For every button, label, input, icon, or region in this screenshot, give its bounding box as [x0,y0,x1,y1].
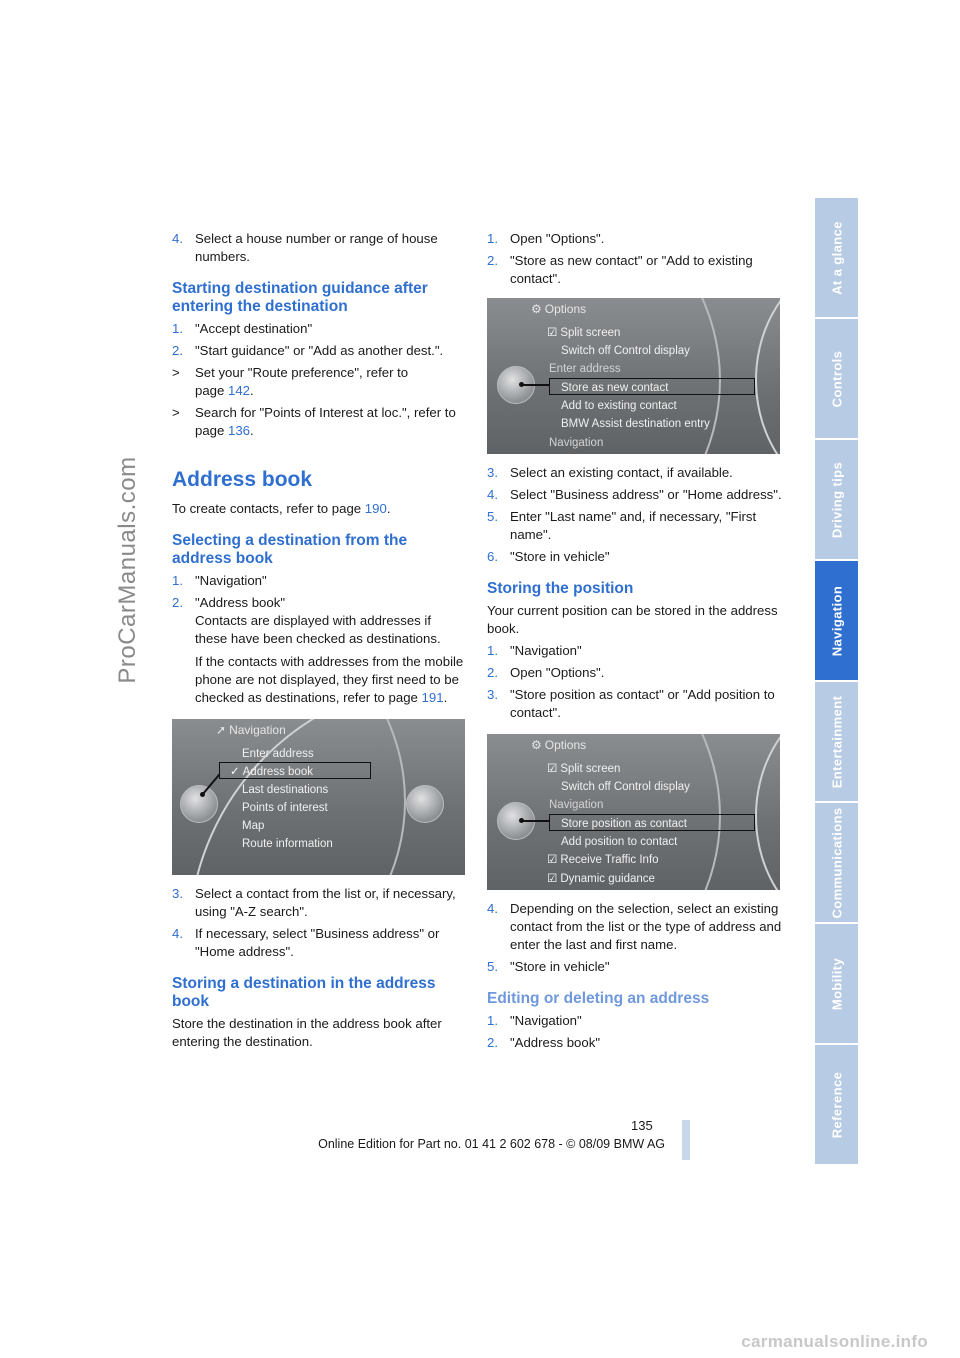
step-detail: Contacts are displayed with addresses if these have been checked as destinations. [195,613,441,646]
highlight-box [219,762,371,779]
screen-title-text: Options [544,738,587,752]
options-menu-screenshot-2 [487,734,780,890]
menu-item: Map [242,820,265,832]
bullet-points-of-interest: > Search for "Points of Interest at loc.", refer to page 136. [172,405,456,438]
step-edit-1 [487,1012,782,1030]
step-start-2 [172,342,465,360]
leader-line [521,384,549,386]
tab-mobility[interactable] [815,924,858,1045]
step-number: 2. [172,343,183,358]
navigation-menu-screenshot [172,719,465,875]
step-text: "Start guidance" or "Add as another dest.". [195,343,444,358]
step-text: "Navigation" [195,573,267,588]
step-text: Select an existing contact, if available. [510,465,733,480]
menu-item: Enter address [242,748,314,760]
page-link-191[interactable]: 191 [421,690,444,705]
step-number: 1. [487,1013,498,1028]
step-text: Open "Options". [510,665,605,680]
step-number: 2. [487,665,498,680]
page-link-190[interactable]: 190 [364,501,387,516]
tab-entertainment[interactable] [815,682,858,803]
step-number: 1. [487,643,498,658]
step-text: Select a house number or range of house numbers. [195,231,438,264]
step-options-5 [487,508,782,544]
step-options-6 [487,548,782,566]
step-text: Select "Business address" or "Home address". [510,487,782,502]
menu-item [547,324,620,342]
step-options-1 [487,230,782,248]
menu-item: Last destinations [242,784,329,796]
menu-item-text: Receive Traffic Info [560,854,659,866]
step-number: 2. [172,595,183,610]
tab-label: Controls [829,350,844,407]
tab-driving-tips[interactable] [815,440,858,561]
step-text: Open "Options". [510,231,605,246]
bullet-text: Set your "Route preference", refer to page [195,365,409,398]
step-number: 3. [487,687,498,702]
tab-at-a-glance[interactable] [815,198,858,319]
heading-address-book: Address book [172,468,313,491]
step-number: 6. [487,549,498,564]
step-4 [172,230,465,266]
checkbox-icon: ☑ [547,327,558,339]
checkbox-icon: ☑ [547,854,558,866]
step-text: Enter "Last name" and, if necessary, "First name". [510,509,757,542]
screen-title-text: Navigation [229,723,286,737]
storing-paragraph: Store the destination in the address book after entering the destination. [172,1016,442,1049]
position-paragraph: Your current position can be stored in the address book. [487,603,778,636]
step-number: 4. [487,487,498,502]
tab-communications[interactable] [815,803,858,924]
step-text: "Store as new contact" or "Add to existing contact". [510,253,753,286]
side-watermark: ProCarManuals.com [114,456,141,684]
options-icon: ⚙ [531,302,542,316]
highlight-box [549,378,755,395]
leader-dot [200,792,205,797]
step-text: "Store in vehicle" [510,959,610,974]
menu-item: Switch off Control display [561,781,690,793]
step-position-4 [487,900,782,954]
step-text: "Store position as contact" or "Add position to contact". [510,687,775,720]
leader-dot [519,382,524,387]
highlight-box [549,814,755,831]
step-text: If necessary, select "Business address" or "Home address". [195,926,440,959]
screen-arc [755,298,780,454]
bottom-watermark: carmanualsonline.info [741,1332,928,1351]
step-text: Depending on the selection, select an existing contact from the list or the type of address and enter the last and first name. [510,901,782,952]
step-number: 1. [172,573,183,588]
step-text: "Store in vehicle" [510,549,610,564]
step-text: "Address book" [195,595,286,610]
leader-line [521,820,549,822]
screen-title [531,736,586,754]
step-number: 1. [172,321,183,336]
step-text: "Navigation" [510,1013,582,1028]
menu-item-text: Dynamic guidance [560,873,655,885]
chapter-tabs [815,198,858,1166]
step-position-1 [487,642,782,660]
step-text: "Navigation" [510,643,582,658]
tab-label: Driving tips [829,461,844,538]
menu-section: Enter address [549,363,621,375]
step-detail: If the contacts with addresses from the mobile phone are not displayed, they first need to be checked as destinations, refer to page [195,654,464,705]
options-icon: ⚙ [531,738,542,752]
menu-item [547,760,620,778]
bullet-text: Search for "Points of Interest at loc.", refer to page [195,405,456,438]
heading-storing-destination: Storing a destination in the address book [172,975,436,1010]
step-text: Select a contact from the list or, if necessary, using "A-Z search". [195,886,456,919]
menu-item [547,870,655,888]
step-number: 1. [487,231,498,246]
step-number: 2. [487,253,498,268]
tab-label: Entertainment [829,695,844,788]
bullet-marker: > [172,405,180,420]
step-select-3 [172,885,465,921]
checkbox-icon: ☑ [547,763,558,775]
step-start-1 [172,320,465,338]
heading-storing-position: Storing the position [487,580,634,597]
menu-item-text: Split screen [560,763,621,775]
contacts-paragraph: To create contacts, refer to page 190. [172,501,391,516]
step-text: "Accept destination" [195,321,313,336]
tab-reference[interactable] [815,1045,858,1166]
step-number: 2. [487,1035,498,1050]
heading-edit-address: Editing or deleting an address [487,990,710,1007]
right-column [487,230,782,1056]
tab-navigation[interactable] [815,561,858,682]
step-number: 4. [487,901,498,916]
tab-controls[interactable] [815,319,858,440]
step-text: "Address book" [510,1035,601,1050]
menu-item: Store position as contact [561,818,687,830]
step-options-2 [487,252,782,288]
step-position-2 [487,664,782,682]
step-number: 3. [487,465,498,480]
footer-edition: Online Edition for Part no. 01 41 2 602 678 - © 08/09 BMW AG [318,1137,665,1151]
step-select-4 [172,925,465,961]
controller-knob [180,785,218,823]
page-link-142[interactable]: 142 [228,383,251,398]
bullet-marker: > [172,365,180,380]
heading-start-guidance: Starting destination guidance after entering the destination [172,280,428,315]
bullet-route-preference: > Set your "Route preference", refer to page 142. [172,365,409,398]
step-number: 5. [487,959,498,974]
screen-arc [755,734,780,890]
check-icon: ✓ [230,766,240,778]
menu-item-text: Split screen [560,327,621,339]
controller-knob [406,785,444,823]
menu-item: Add position to contact [561,836,678,848]
menu-item: Route information [242,838,333,850]
step-select-2: 2. "Address book" Contacts are displayed with addresses if these have been checked as destinations. If the contacts with addresses from the mobile phone are not displayed, they first need to be checked as destinations, refer to page 191. [172,595,464,705]
tab-label: Navigation [829,585,844,656]
step-number: 3. [172,886,183,901]
tab-label: Reference [829,1071,844,1138]
screen-title-text: Options [544,302,587,316]
step-select-1 [172,572,465,590]
left-column [172,230,465,1055]
para-text: To create contacts, refer to page [172,501,362,516]
menu-item [547,851,659,869]
tab-label: At a glance [829,220,844,295]
step-number: 5. [487,509,498,524]
step-options-4 [487,486,782,504]
menu-section: Navigation [549,799,604,811]
page-number: 135 [631,1118,653,1133]
options-menu-screenshot-1 [487,298,780,454]
menu-section: Navigation [549,437,604,449]
leader-dot [519,818,524,823]
menu-item: Points of interest [242,802,328,814]
step-options-3 [487,464,782,482]
menu-item: Switch off Control display [561,345,690,357]
step-position-3 [487,686,782,722]
menu-item: Store as new contact [561,382,669,394]
page-link-136[interactable]: 136 [228,423,251,438]
screen-title [216,721,286,739]
heading-select-destination: Selecting a destination from the address book [172,532,408,567]
step-position-5 [487,958,782,976]
tab-label: Communications [829,806,844,919]
footer-bar [682,1120,690,1160]
tab-label: Mobility [829,957,844,1010]
checkbox-icon: ☑ [547,873,558,885]
navigation-arrow-icon: ➚ [216,723,227,737]
screen-title [531,300,586,318]
menu-item-text: Address book [242,766,313,778]
menu-item: Add to existing contact [561,400,677,412]
step-number: 4. [172,231,183,246]
menu-item: BMW Assist destination entry [561,418,710,430]
step-edit-2 [487,1034,782,1052]
step-number: 4. [172,926,183,941]
